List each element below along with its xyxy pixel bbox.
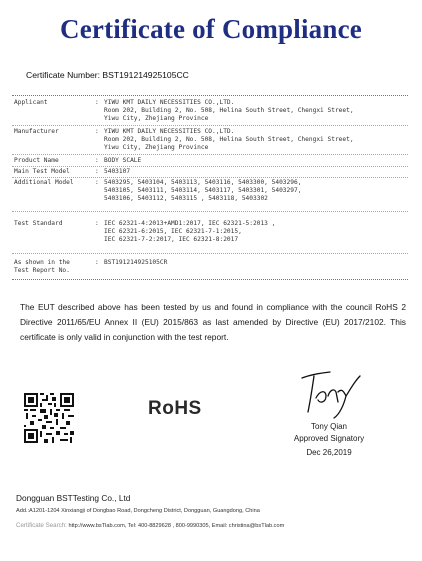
row-divider — [12, 154, 408, 155]
row-colon: : — [95, 128, 99, 135]
certificate-date: Dec 26,2019 — [306, 448, 352, 457]
handwritten-signature — [298, 368, 364, 420]
row-label: Product Name — [14, 157, 59, 164]
contact-details: http://www.bsTlab.com, Tel: 400-8829628 , 800-9990305, Email: christina@bsTlab.com — [66, 523, 285, 529]
row-value: BST191214925105CR — [104, 259, 168, 266]
row-value: YIWU KMT DAILY NECESSITIES CO.,LTD. Room 202, Building 2, No. 508, Helina South Street, Chengxi Street, Yiwu City, Zhejiang Province — [104, 99, 354, 122]
qr-code — [24, 393, 74, 443]
row-value: 5403107 — [104, 168, 131, 175]
company-address: Add.:A1201-1204 Xinxiangji of Dongbao Road, Dongcheng District, Dongguan, Guangdong, China — [16, 508, 260, 514]
row-colon: : — [95, 157, 99, 164]
row-label: Applicant — [14, 99, 48, 106]
row-divider — [12, 177, 408, 178]
row-label: Manufacturer — [14, 128, 59, 135]
row-divider — [12, 253, 408, 254]
row-divider — [12, 211, 408, 212]
row-divider — [12, 166, 408, 167]
row-label: Additional Model — [14, 179, 74, 186]
signatory-title: Approved Signatory — [293, 434, 365, 443]
row-colon: : — [95, 168, 99, 175]
signatory-name: Tony Qian — [310, 422, 348, 431]
contact-line — [16, 522, 284, 529]
row-colon: : — [95, 179, 99, 186]
row-colon: : — [95, 220, 99, 227]
row-value: IEC 62321-4:2013+AMD1:2017, IEC 62321-5:2013 , IEC 62321-6:2015, IEC 62321-7-1:2015, IEC 62321-7-2:2017, IEC 62321-8:2017 — [104, 220, 276, 243]
certificate-number: Certificate Number: BST191214925105CC — [26, 70, 189, 80]
row-colon: : — [95, 259, 99, 266]
row-divider — [12, 125, 408, 126]
issuing-company: Dongguan BSTTesting Co., Ltd — [16, 493, 131, 503]
certificate-title: Certificate of Compliance — [60, 14, 362, 44]
compliance-statement: The EUT described above has been tested by us and found in compliance with the council RoHS 2 Directive 2011/65/EU Annex II (EU) 2015/863 as last amended by Directive (EU) 2017/2102. This certificate is only valid in conjunction with the test report. — [20, 302, 406, 342]
row-colon: : — [95, 99, 99, 106]
certificate-info-table — [12, 95, 408, 280]
row-label: As shown in the Test Report No. — [14, 259, 70, 274]
row-value: BODY SCALE — [104, 157, 142, 164]
certificate-search-label: Certificate Search: — [16, 522, 67, 529]
row-value: 5403295, 5403104, 5403113, 5403116, 5403300, 5403296, 5403105, 5403111, 5403114, 5403117, 5403301, 5403297, 5403106, 5403112, 5403115 , 5403118, 5403302 — [104, 179, 302, 202]
rohs-logo: RoHS — [148, 398, 202, 419]
row-label: Test Standard — [14, 220, 63, 227]
row-label: Main Test Model — [14, 168, 70, 175]
row-value: YIWU KMT DAILY NECESSITIES CO.,LTD. Room 202, Building 2, No. 508, Helina South Street, Chengxi Street, Yiwu City, Zhejiang Province — [104, 128, 354, 151]
